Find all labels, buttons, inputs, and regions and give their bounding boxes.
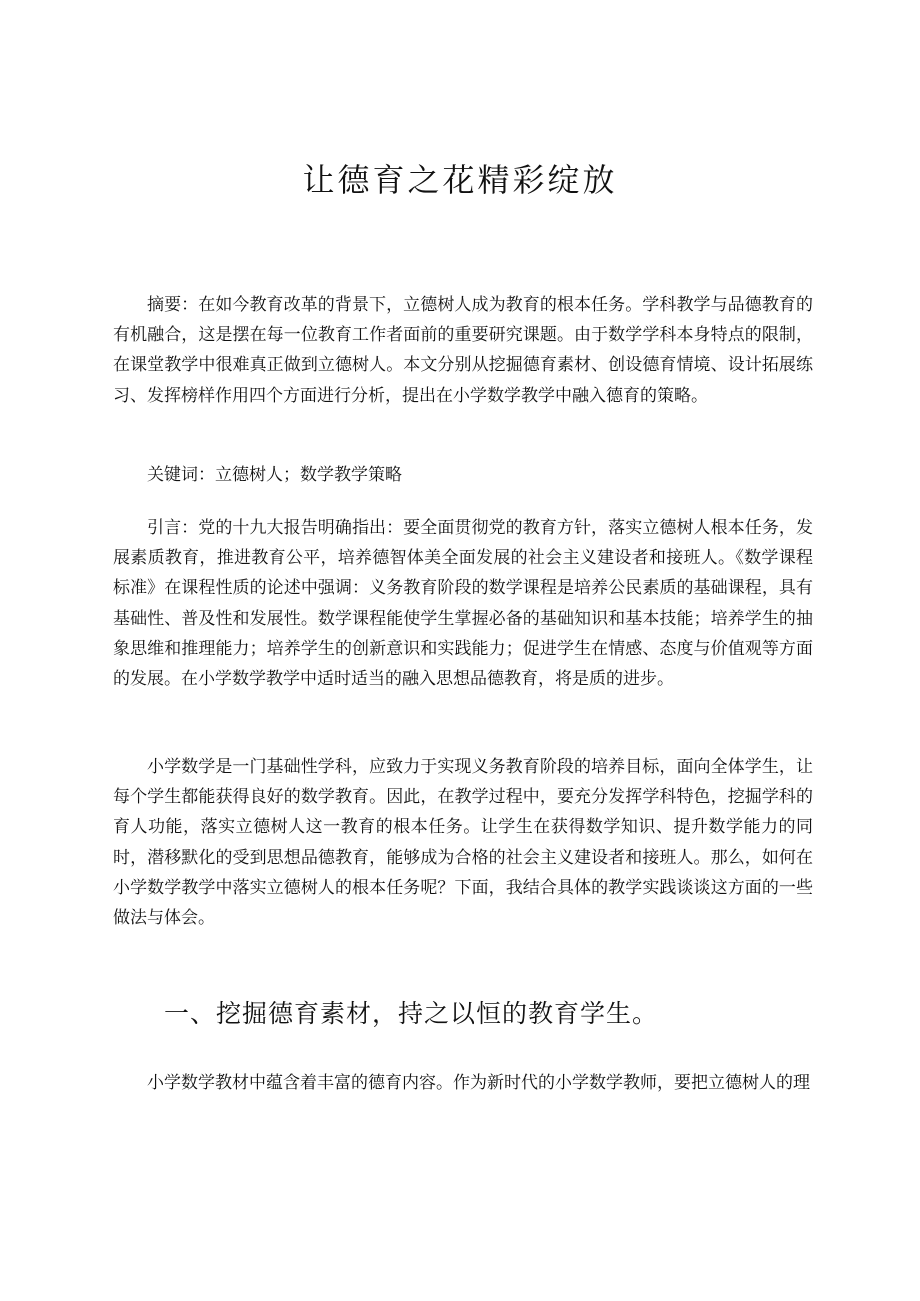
introduction-paragraph: 引言：党的十九大报告明确指出：要全面贯彻党的教育方针，落实立德树人根本任务，发展素质教育，推进教育公平，培养德智体美全面发展的社会主义建设者和接班人。《数学课程标准》在课程性质的论述中强调：义务教育阶段的数学课程是培养公民素质的基础课程，具有基础性、普及性和发展性。数学课程能使学生掌握必备的基础知识和基本技能；培养学生的抽象思维和推理能力；培养学生的创新意识和实践能力；促进学生在情感、态度与价值观等方面的发展。在小学数学教学中适时适当的融入思想品德教育，将是质的进步。 <box>113 518 813 690</box>
abstract-paragraph: 摘要：在如今教育改革的背景下，立德树人成为教育的根本任务。学科教学与品德教育的有机融合，这是摆在每一位教育工作者面前的重要研究课题。由于数学学科本身特点的限制，在课堂教学中很难真正做到立德树人。本文分别从挖掘德育素材、创设德育情境、设计拓展练习、发挥榜样作用四个方面进行分析，提出在小学数学教学中融入德育的策略。 <box>113 295 813 406</box>
keywords-paragraph: 关键词：立德树人；数学教学策略 <box>147 465 402 485</box>
section-paragraph: 小学数学教材中蕴含着丰富的德育内容。作为新时代的小学数学教师，要把立德树人的理 <box>147 1073 810 1093</box>
body-paragraph: 小学数学是一门基础性学科，应致力于实现义务教育阶段的培养目标，面向全体学生，让每个学生都能获得良好的数学教育。因此，在教学过程中，要充分发挥学科特色，挖掘学科的育人功能，落实立德树人这一教育的根本任务。让学生在获得数学知识、提升数学能力的同时，潜移默化的受到思想品德教育，能够成为合格的社会主义建设者和接班人。那么，如何在小学数学教学中落实立德树人的根本任务呢？下面，我结合具体的教学实践谈谈这方面的一些做法与体会。 <box>113 757 813 929</box>
section-heading: 一、挖掘德育素材，持之以恒的教育学生。 <box>164 999 659 1028</box>
document-title: 让德育之花精彩绽放 <box>302 161 618 199</box>
